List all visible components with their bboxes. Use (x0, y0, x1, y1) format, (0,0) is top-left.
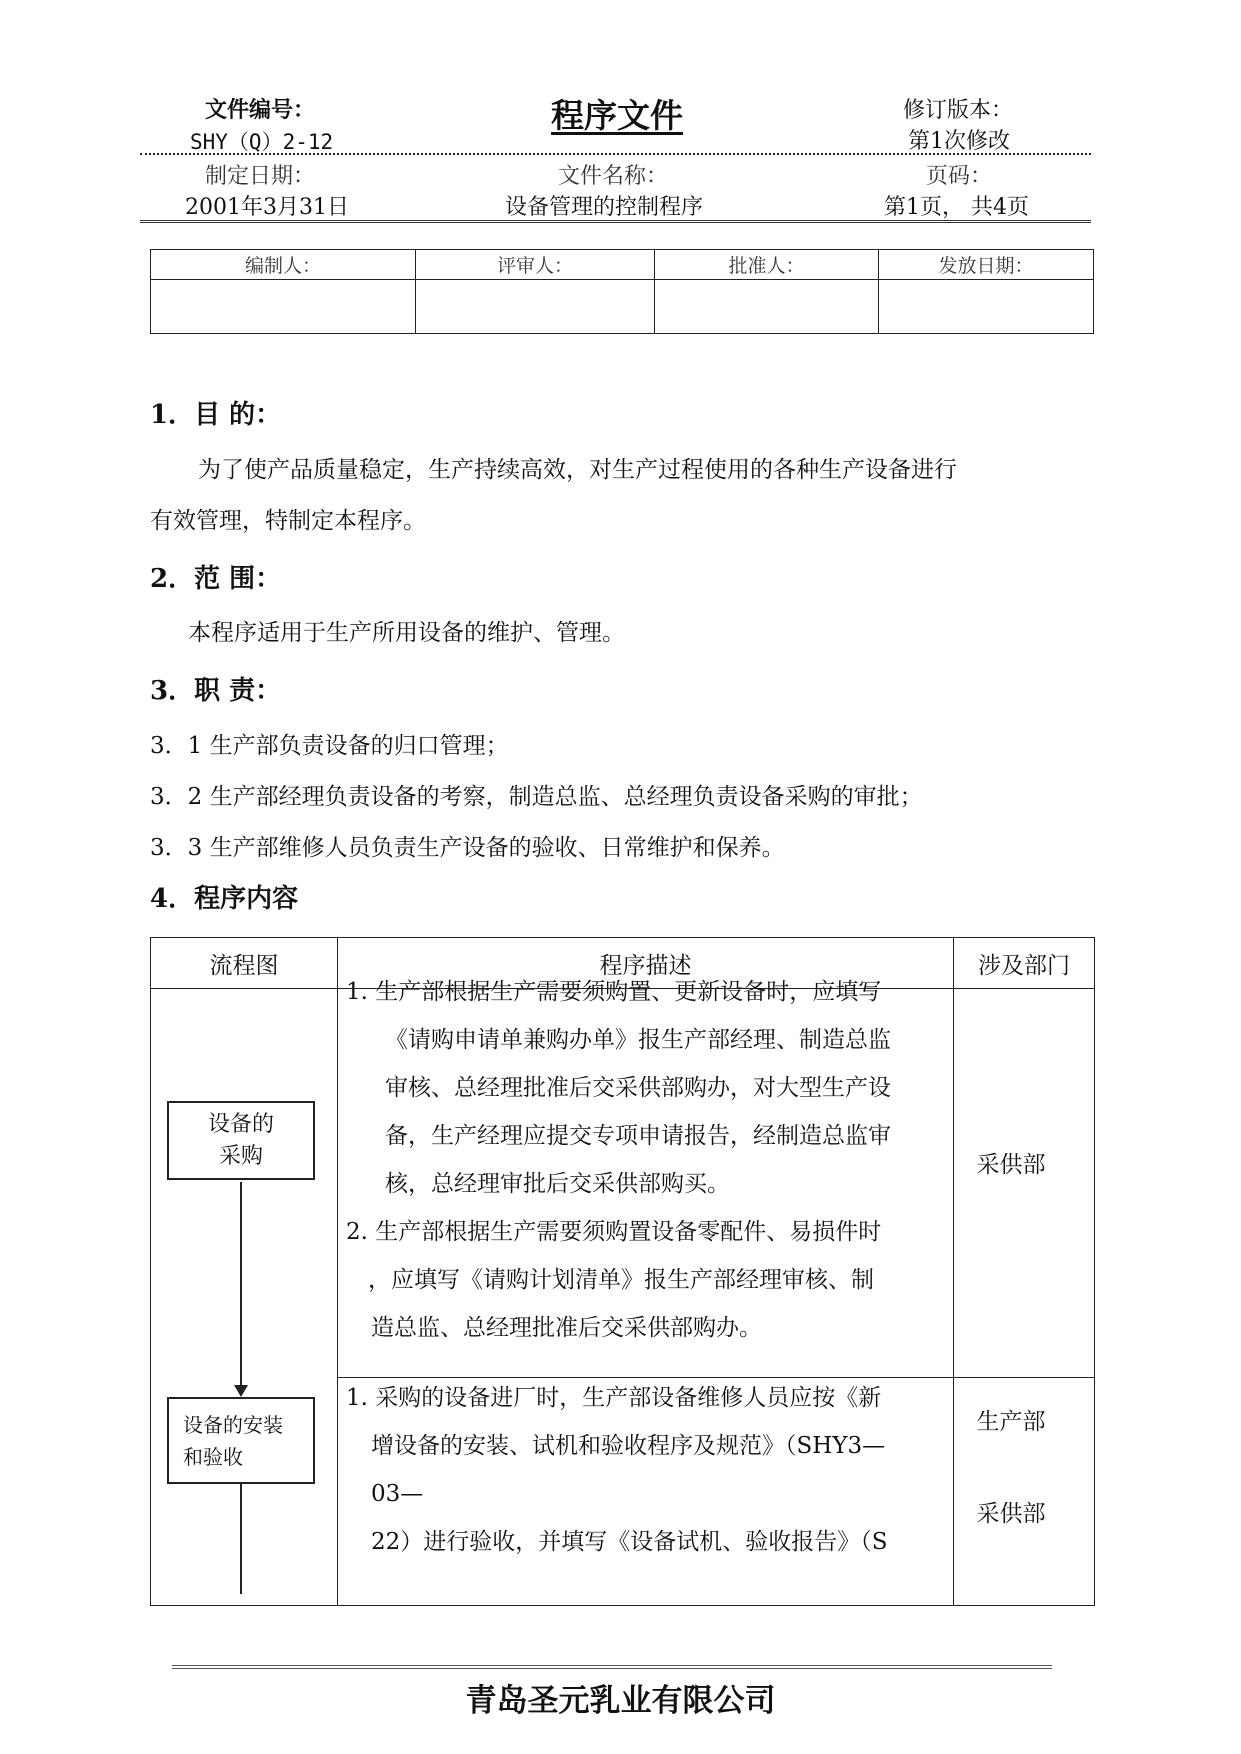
signoff-reviewer-value (416, 280, 655, 334)
signoff-approver-value (655, 280, 879, 334)
flow-box-installation-line-1: 设备的安装 (183, 1413, 283, 1437)
row-1-line-5: 核，总经理审批后交采供部购买。 (385, 1171, 730, 1197)
section-3-item-3: 3．3 生产部维修人员负责生产设备的验收、日常维护和保养。 (150, 835, 785, 861)
row-2-line-3: 03— (371, 1481, 424, 1507)
signoff-reviewer-label: 评审人： (416, 250, 655, 280)
page-label: 页码： (926, 164, 993, 189)
flow-arrow-head-icon (234, 1385, 248, 1397)
row-2-line-4: 22）进行验收，并填写《设备试机、验收报告》（S (371, 1529, 888, 1555)
row-2-department-2: 采供部 (976, 1501, 1046, 1527)
section-4-title: 4．程序内容 (150, 884, 299, 914)
row-1-line-3: 审核、总经理批准后交采供部购办，对大型生产设 (385, 1075, 891, 1101)
flow-box-procurement (167, 1101, 315, 1180)
flow-box-procurement-line-1: 设备的 (207, 1112, 274, 1137)
section-1-line-2: 有效管理，特制定本程序。 (150, 508, 426, 534)
revision-value: 第1次修改 (908, 129, 1010, 154)
flow-box-installation-line-2: 和验收 (183, 1445, 243, 1469)
row-1-department: 采供部 (976, 1152, 1046, 1178)
row-1-line-1: 1. 生产部根据生产需要须购置、更新设备时，应填写 (346, 979, 882, 1005)
section-3-item-1: 3．1 生产部负责设备的归口管理； (150, 733, 509, 759)
section-3-title: 3．职 责： (150, 676, 282, 706)
flow-box-procurement-line-2: 采购 (218, 1144, 263, 1169)
flow-connector-line (240, 1182, 242, 1387)
flow-box-installation (167, 1397, 315, 1484)
section-3-item-2: 3．2 生产部经理负责设备的考察，制造总监、总经理负责设备采购的审批； (150, 784, 923, 810)
footer-rule (172, 1665, 1052, 1669)
row-2-department-1: 生产部 (976, 1409, 1046, 1435)
row-1-line-8: 造总监、总经理批准后交采供部购办。 (371, 1315, 762, 1341)
procedure-header-flowchart: 流程图 (151, 938, 338, 989)
date-value: 2001年3月31日 (185, 195, 349, 220)
procedure-header-description: 程序描述 (338, 938, 954, 989)
flow-continue-line (240, 1482, 242, 1594)
section-1-title: 1．目 的： (150, 400, 282, 430)
row-1-line-6: 2. 生产部根据生产需要须购置设备零配件、易损件时 (346, 1219, 882, 1245)
section-1-line-1: 为了使产品质量稳定，生产持续高效，对生产过程使用的各种生产设备进行 (198, 457, 957, 483)
section-2-title: 2．范 围： (150, 564, 282, 594)
doc-number: SHY（Q）2-12 (190, 130, 334, 154)
company-name: 青岛圣元乳业有限公司 (465, 1683, 776, 1719)
row-1-line-7: ，应填写《请购计划清单》报生产部经理审核、制 (368, 1267, 874, 1293)
row-2-line-2: 增设备的安装、试机和验收程序及规范》（SHY3— (371, 1433, 886, 1459)
procedure-header-department: 涉及部门 (954, 938, 1095, 989)
signoff-table (150, 249, 1094, 334)
doc-name-value: 设备管理的控制程序 (505, 195, 704, 220)
doc-name-label: 文件名称： (558, 164, 669, 189)
signoff-approver-label: 批准人： (655, 250, 879, 280)
page-value: 第1页， 共4页 (884, 195, 1029, 220)
signoff-issue-date-label: 发放日期： (879, 250, 1094, 280)
signoff-preparer-value (151, 280, 416, 334)
header-divider (140, 153, 1091, 155)
procedure-row-1-department-cell (954, 989, 1095, 1378)
row-2-line-1: 1. 采购的设备进厂时，生产部设备维修人员应按《新 (346, 1385, 882, 1411)
row-1-line-4: 备，生产经理应提交专项申请报告，经制造总监审 (385, 1123, 891, 1149)
doc-number-label: 文件编号： (205, 97, 316, 123)
signoff-issue-date-value (879, 280, 1094, 334)
row-1-line-2: 《请购申请单兼购办单》报生产部经理、制造总监 (385, 1027, 891, 1053)
revision-label: 修订版本： (903, 98, 1014, 123)
doc-title: 程序文件 (551, 96, 683, 135)
date-label: 制定日期： (205, 164, 316, 189)
section-2-text: 本程序适用于生产所用设备的维护、管理。 (188, 620, 625, 646)
signoff-preparer-label: 编制人： (151, 250, 416, 280)
header-bottom-rule (140, 220, 1091, 223)
procedure-flowchart-cell (151, 989, 338, 1606)
